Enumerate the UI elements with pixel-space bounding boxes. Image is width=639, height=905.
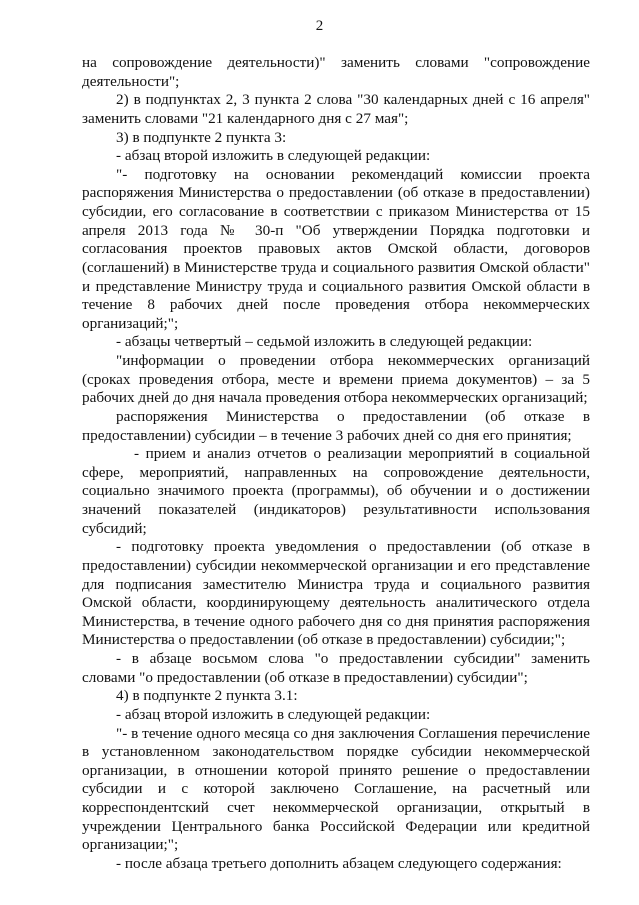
paragraph-7: "информации о проведении отбора некоммерческих организаций (сроках проведения отбора, месте и времени приема документов) – за 5 рабочих дней до дня начала проведения отбора некоммерческих организаций; — [82, 352, 590, 407]
paragraph-15: - после абзаца третьего дополнить абзацем следующего содержания: — [116, 854, 562, 872]
paragraph-8: распоряжения Министерства о предоставлении (об отказе в предоставлении) субсидии – в течение 3 рабочих дней со дня его принятия; — [82, 407, 590, 444]
paragraph-9: - прием и анализ отчетов о реализации мероприятий в социальной сфере, мероприятий, направленных на сопровождение деятельности, социально значимого проекта (программы), об обучении и о достижении значений показателей (индикаторов) результативности использования субсидий; — [82, 445, 590, 537]
document-body — [82, 54, 590, 874]
paragraph-5: "- подготовку на основании рекомендаций комиссии проекта распоряжения Министерства о предоставлении (об отказе в предоставлении) субсидии, его согласование в соответствии с приказом Министерства от 15 апреля 2013 года № 30-п "Об утверждении Порядка подготовки и согласования проектов правовых актов Омской области, договоров (соглашений) в Министерстве труда и социального развития Омской области" и представление Министру труда и социального развития Омской области в течение 8 рабочих дней после проведения отбора некоммерческих организаций;"; — [82, 165, 590, 332]
paragraph-10: - подготовку проекта уведомления о предоставлении (об отказе в предоставлении) субсидии некоммерческой организации и его представление для подписания заместителю Министра труда и социального развития Омской области, координирующему деятельность аналитического отдела Министерства, в течение одного рабочего дня со дня принятия распоряжения Министерства о предоставлении (об отказе в предоставлении) субсидии;"; — [82, 538, 590, 649]
paragraph-4: - абзац второй изложить в следующей редакции: — [116, 147, 431, 165]
paragraph-13: - абзац второй изложить в следующей редакции: — [116, 705, 431, 723]
paragraph-14: "- в течение одного месяца со дня заключения Соглашения перечисление в установленном законодательством порядке субсидии некоммерческой организации, в отношении которой принято решение о предоставлении субсидии и с которой заключено Соглашение, на расчетный или корреспондентский счет некоммерческой организации, открытый в учреждении Центрального банка Российской Федерации или кредитной организации;"; — [82, 724, 590, 854]
paragraph-1: на сопровождение деятельности)" заменить словами "сопровождение деятельности"; — [82, 54, 590, 90]
paragraph-12: 4) в подпункте 2 пункта 3.1: — [116, 687, 298, 705]
paragraph-3: 3) в подпункте 2 пункта 3: — [116, 128, 287, 146]
page-number: 2 — [315, 18, 324, 34]
paragraph-6: - абзацы четвертый – седьмой изложить в следующей редакции: — [116, 333, 533, 351]
paragraph-11: - в абзаце восьмом слова "о предоставлении субсидии" заменить словами "о предоставлении (об отказе в предоставлении) субсидии"; — [82, 650, 590, 686]
paragraph-2: 2) в подпунктах 2, 3 пункта 2 слова "30 календарных дней с 16 апреля" заменить словами "21 календарного дня с 27 мая"; — [82, 91, 590, 127]
